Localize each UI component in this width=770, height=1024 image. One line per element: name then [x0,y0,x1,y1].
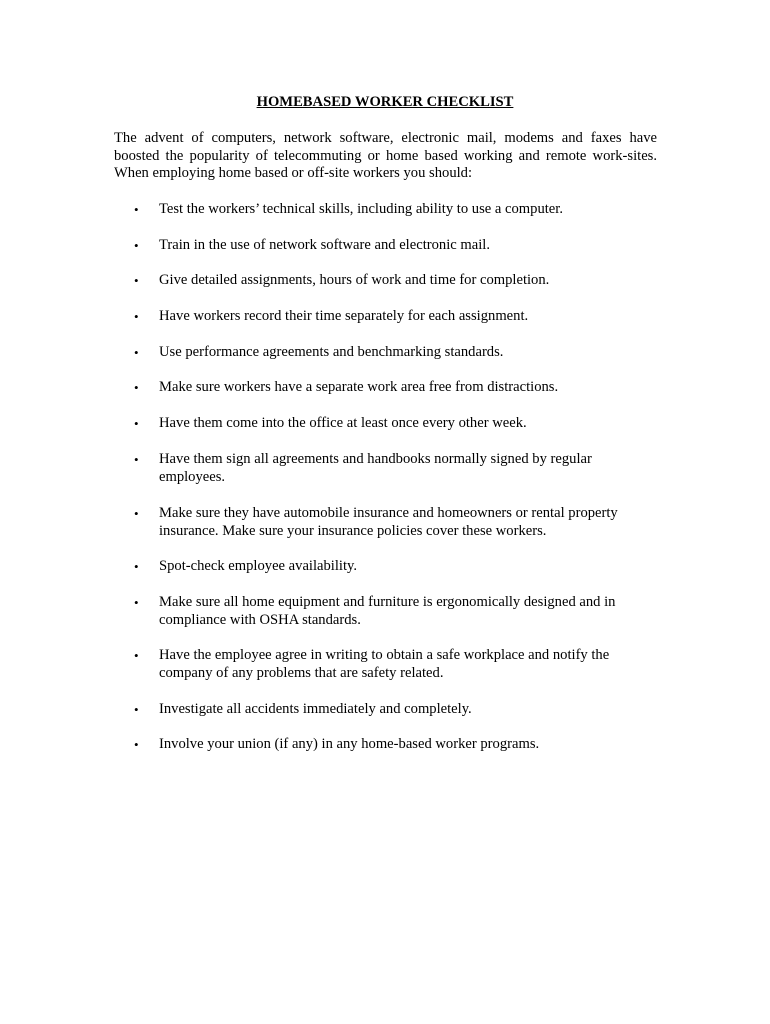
list-item-text: Use performance agreements and benchmarking standards. [159,344,504,360]
bullet-icon: • [134,309,139,324]
document-title: HOMEBASED WORKER CHECKLIST [256,94,514,110]
list-item-text: Involve your union (if any) in any home-based worker programs. [159,736,540,752]
list-item-text: Make sure they have automobile insurance and homeowners or rental property insurance. Make sure your insurance policies cover these workers. [159,505,618,539]
bullet-icon: • [134,559,139,574]
bullet-icon: • [134,595,139,610]
list-item-text: Investigate all accidents immediately and completely. [159,701,472,717]
list-item-text: Have them come into the office at least once every other week. [159,415,527,431]
bullet-icon: • [134,506,139,521]
list-item-text: Test the workers’ technical skills, including ability to use a computer. [159,201,563,217]
bullet-icon: • [134,238,139,253]
list-item-text: Make sure all home equipment and furniture is ergonomically designed and in compliance with OSHA standards. [159,594,616,628]
bullet-icon: • [134,702,139,717]
list-item-text: Give detailed assignments, hours of work and time for completion. [159,272,550,288]
list-item-text: Have workers record their time separately for each assignment. [159,308,529,324]
bullet-icon: • [134,452,139,467]
list-item-text: Make sure workers have a separate work area free from distractions. [159,379,559,395]
list-item-text: Have them sign all agreements and handbooks normally signed by regular employees. [159,451,592,485]
bullet-icon: • [134,380,139,395]
intro-paragraph: The advent of computers, network software, electronic mail, modems and faxes have boosted the popularity of telecommuting or home based working and remote work-sites. When employing home based or off-site workers you should: [114,130,657,182]
bullet-icon: • [134,416,139,431]
list-item-text: Have the employee agree in writing to obtain a safe workplace and notify the company of any problems that are safety related. [159,647,610,681]
bullet-icon: • [134,345,139,360]
bullet-icon: • [134,648,139,663]
bullet-icon: • [134,202,139,217]
list-item-text: Spot-check employee availability. [159,558,358,574]
bullet-icon: • [134,273,139,288]
bullet-icon: • [134,737,139,752]
list-item-text: Train in the use of network software and electronic mail. [159,237,490,253]
